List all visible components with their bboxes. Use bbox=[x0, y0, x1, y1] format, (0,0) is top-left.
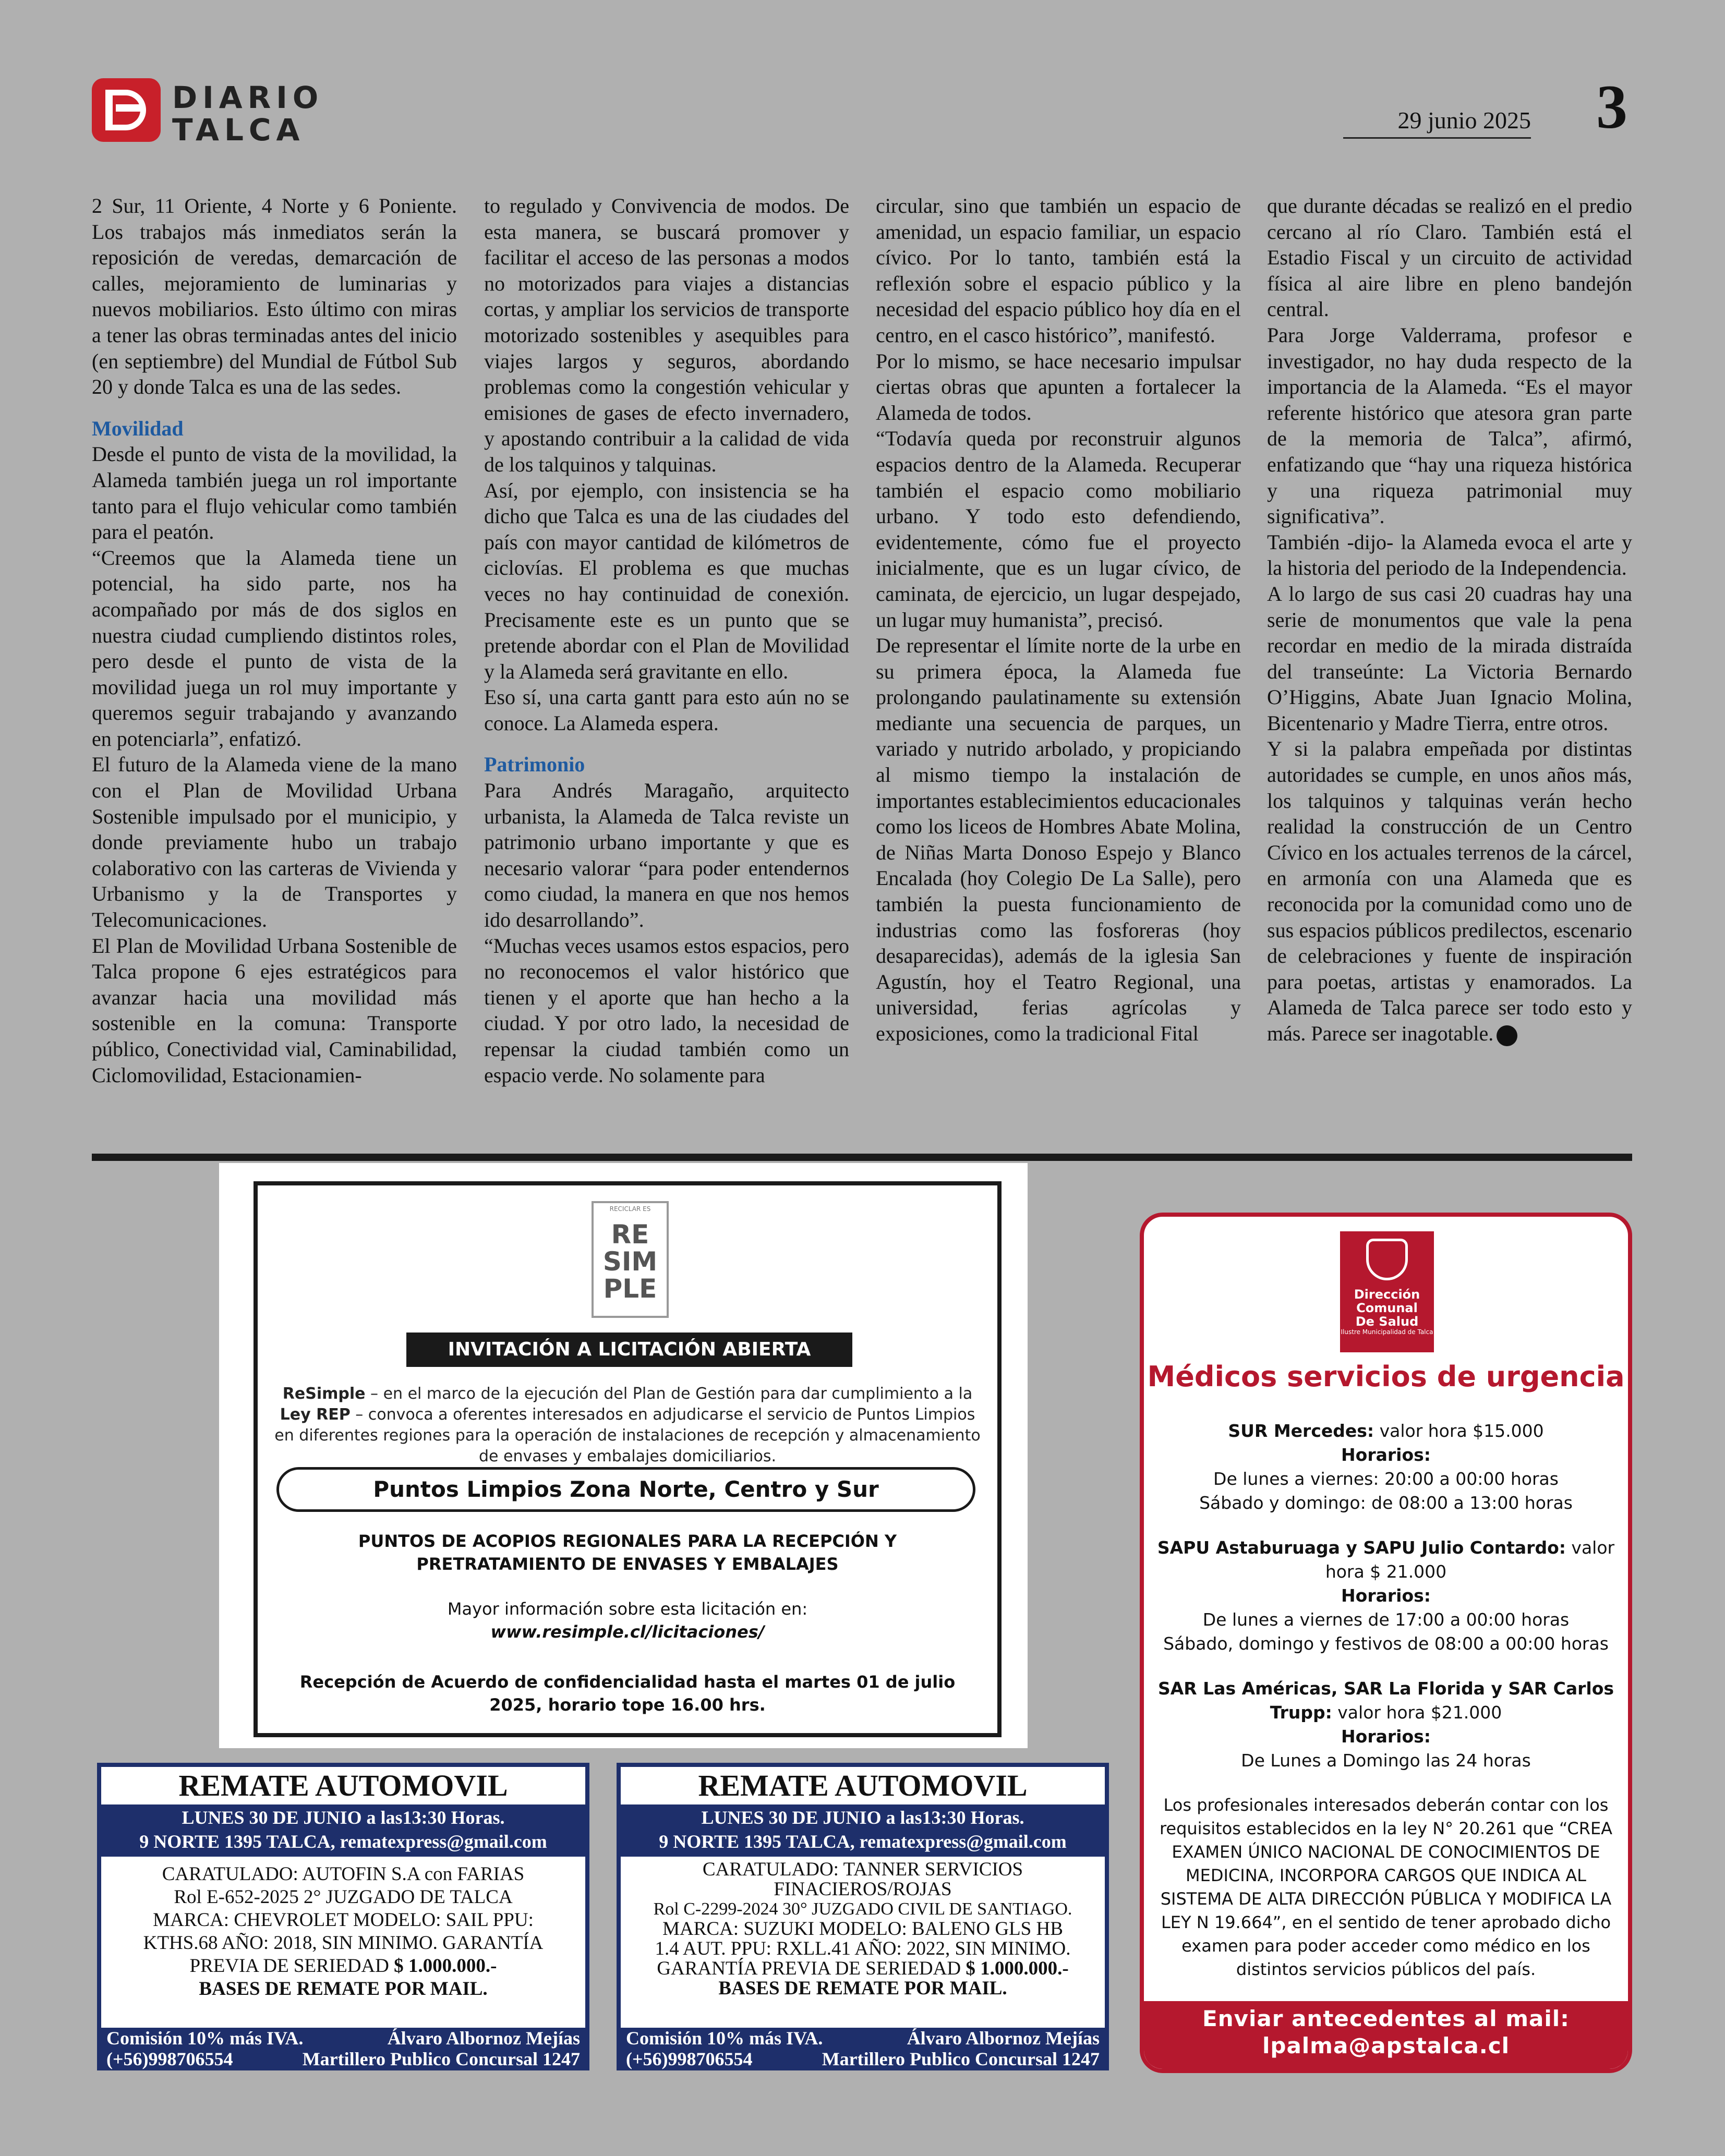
paragraph: Por lo mismo, se hace necesario impulsar ciertas obras que apunten a fortalecer la Alameda de todos. bbox=[876, 349, 1241, 425]
auction-details bbox=[621, 1857, 1105, 2028]
auctioneer-title: Martillero Publico Concursal 1247 bbox=[302, 2049, 580, 2069]
service-name: SUR Mercedes: bbox=[1228, 1421, 1374, 1441]
auction-footer bbox=[106, 2028, 580, 2069]
schedule-label: Horarios: bbox=[1341, 1445, 1431, 1465]
logo-line: De Salud bbox=[1355, 1314, 1419, 1329]
schedule-line: Sábado, domingo y festivos de 08:00 a 00:00 horas bbox=[1163, 1633, 1609, 1654]
auction-ad-1 bbox=[97, 1763, 589, 2070]
detail-line: KTHS.68 AÑO: 2018, SIN MINIMO. GARANTÍA bbox=[143, 1932, 544, 1954]
detail-line: MARCA: CHEVROLET MODELO: SAIL PPU: bbox=[153, 1909, 534, 1931]
reception-deadline: Recepción de Acuerdo de confidencialidad hasta el martes 01 de julio 2025, horario tope 16.00 hrs. bbox=[299, 1672, 956, 1715]
section-divider bbox=[92, 1154, 1632, 1161]
ad-title: Médicos servicios de urgencia bbox=[1147, 1360, 1625, 1393]
tender-subtitle: PUNTOS DE ACOPIOS REGIONALES PARA LA RECEPCIÓN Y PRETRATAMIENTO DE ENVASES Y EMBALAJES bbox=[358, 1531, 897, 1574]
logo-line: Dirección bbox=[1354, 1287, 1420, 1302]
page-number: 3 bbox=[1596, 72, 1627, 141]
logo-line: RE bbox=[611, 1219, 649, 1250]
logo-line: PLE bbox=[603, 1274, 657, 1304]
paragraph: to regulado y Convivencia de modos. De esta manera, se buscará promover y facilitar el acceso de las personas a modos no motorizados para viajes a distancias cortas, y ampliar los servicios de transporte motorizado sostenibles y asequibles para viajes largos y seguros, abordando problemas como la congestión vehicular y emisiones de gases de efecto invernadero, y apostando contribuir a la calidad de vida de los talquinos y talquinas. bbox=[484, 194, 849, 476]
closing-text: Y si la palabra empeñada por distintas autoridades se cumple, en unos años más, los talquinos y talquinas verán hecho realidad la construcción de un Centro Cívico en los actuales terrenos de la cárcel, en armonía con una Alameda que es reconocida por la comunidad como uno de sus espacios públicos predilectos, escenario de celebraciones y fuente de inspiración para poetas, artistas y enamorados. La Alameda de Talca parece ser todo esto y más. Parece ser inagotable. bbox=[1267, 737, 1632, 1045]
schedule-line: De Lunes a Domingo las 24 horas bbox=[1241, 1750, 1531, 1771]
guarantee-amount: $ 1.000.000.- bbox=[394, 1955, 497, 1977]
logo-tagline: RECICLAR ES bbox=[609, 1205, 651, 1213]
paragraph: El futuro de la Alameda viene de la mano con el Plan de Movilidad Urbana Sostenible impulsado por el municipio, y donde previamente hubo un trabajo colaborativo con las carteras de Vivienda y Urbanismo y la de Transportes y Telecomunicaciones. bbox=[92, 753, 457, 932]
article-column-2 bbox=[484, 193, 849, 1088]
schedule-line: Sábado y domingo: de 08:00 a 13:00 horas bbox=[1199, 1493, 1573, 1513]
contact-label: Enviar antecedentes al mail: bbox=[1202, 2006, 1570, 2031]
service-name: SAR Las Américas, SAR La Florida y SAR Carlos Trupp: bbox=[1157, 1678, 1614, 1723]
paragraph: circular, sino que también un espacio de amenidad, un espacio familiar, un espacio cívico. Por lo tanto, también está la reflexión sobre el espacio público y la necesidad del espacio público hoy día en el centro, en el casco histórico”, manifestó. bbox=[876, 194, 1241, 347]
zones-pill: Puntos Limpios Zona Norte, Centro y Sur bbox=[276, 1467, 975, 1512]
issue-date: 29 junio 2025 bbox=[1343, 106, 1531, 139]
detail-line bbox=[621, 1959, 1105, 1979]
masthead-logo-text bbox=[172, 81, 323, 146]
schedule-line: De lunes a viernes de 17:00 a 00:00 horas bbox=[1202, 1609, 1570, 1630]
paragraph: 2 Sur, 11 Oriente, 4 Norte y 6 Poniente. Los trabajos más inmediatos serán la reposición de veredas, demarcación de calles, mejoramiento de luminarias y nuevos mobiliarios. Esto último con miras a tener las obras terminadas antes del inicio (en septiembre) del Mundial de Fútbol Sub 20 y donde Talca es una de las sedes. bbox=[92, 194, 457, 399]
paragraph: Eso sí, una carta gantt para esto aún no se conoce. La Alameda espera. bbox=[484, 685, 849, 735]
law-name: Ley REP bbox=[280, 1406, 351, 1424]
guarantee-amount: $ 1.000.000.- bbox=[966, 1958, 1069, 1979]
service-block bbox=[1154, 1536, 1618, 1656]
paragraph: Así, por ejemplo, con insistencia se ha dicho que Talca es una de las ciudades del país con mayor cantidad de kilómetros de ciclovías. El problema es que muchas veces no hay continuidad de conexión. Precisamente este es un punto que se pretende abordar con el Plan de Movilidad y la Alameda será gravitante en ello. bbox=[484, 478, 849, 683]
detail-line: CARATULADO: AUTOFIN S.A con FARIAS bbox=[162, 1863, 525, 1885]
paragraph bbox=[1267, 736, 1632, 1046]
paragraph: De representar el límite norte de la urbe en su primera época, la Alameda fue prolongando paulatinamente su extensión mediante una secuencia de parques, un variado y nutrido arbolado, y propiciando al mismo tiempo la instalación de importantes establecimientos educacionales como los liceos de Hombres Abate Molina, de Niñas Marta Donoso Espejo y Blanco Encalada (hoy Colegio De La Salle), pero también la puesta funcionamiento de industrias como las fosforeras (hoy desaparecidas), además de la iglesia San Agustín, hoy el Teatro Regional, una universidad, ferias agrícolas y exposiciones, como la tradicional Fital bbox=[876, 634, 1241, 1045]
contact-email-link[interactable]: lpalma@apstalca.cl bbox=[1262, 2033, 1510, 2058]
detail-line: Rol C-2299-2024 30° JUZGADO CIVIL DE SANTIAGO. bbox=[653, 1899, 1072, 1919]
auction-date: LUNES 30 DE JUNIO a las13:30 Horas. bbox=[182, 1807, 505, 1828]
paragraph: que durante décadas se realizó en el predio cercano al río Claro. También está el Estadio Fiscal y un circuito de actividad física al aire libre en pleno bandejón central. bbox=[1267, 194, 1632, 321]
detail-line: 1.4 AUT. PPU: RXLL.41 AÑO: 2022, SIN MINIMO. bbox=[655, 1938, 1071, 1959]
paragraph: También -dijo- la Alameda evoca el arte y la historia del periodo de la Independencia. bbox=[1267, 530, 1632, 580]
auction-schedule bbox=[101, 1806, 585, 1856]
detail-line: Rol E-652-2025 2° JUZGADO DE TALCA bbox=[174, 1886, 513, 1908]
org-name: ReSimple bbox=[282, 1385, 366, 1403]
auction-schedule bbox=[621, 1806, 1105, 1856]
auction-address: 9 NORTE 1395 TALCA, rematexpress@gmail.com bbox=[139, 1831, 547, 1852]
guarantee-label: PREVIA DE SERIEDAD bbox=[189, 1955, 394, 1977]
logo-line: Comunal bbox=[1356, 1301, 1418, 1315]
schedule-label: Horarios: bbox=[1341, 1585, 1431, 1606]
paragraph: “Muchas veces usamos estos espacios, pero no reconocemos el valor histórico que tienen y el aporte que han hecho a la ciudad. Y por otro lado, la necesidad de repensar la ciudad también como un espacio verde. No solamente para bbox=[484, 934, 849, 1087]
article-column-4 bbox=[1267, 193, 1632, 1047]
commission: Comisión 10% más IVA. bbox=[626, 2028, 823, 2049]
service-block bbox=[1154, 1419, 1618, 1515]
detail-line bbox=[101, 1955, 585, 1978]
schedule-label: Horarios: bbox=[1341, 1726, 1431, 1747]
service-block bbox=[1154, 1677, 1618, 1773]
phone-number: (+56)998706554 bbox=[626, 2049, 753, 2069]
paragraph: “Creemos que la Alameda tiene un potencial, ha sido parte, nos ha acompañado por más de dos siglos en nuestra ciudad cumpliendo distintos roles, pero desde el punto de vista de la movilidad juega un rol muy importante y queremos seguir trabajando y avanzando en potenciarla”, enfatizó. bbox=[92, 546, 457, 750]
contact-footer bbox=[1144, 2001, 1628, 2069]
paragraph: A lo largo de sus casi 20 cuadras hay una serie de monumentos que vale la pena recordar en medio de la mirada distraída del transeúnte: La Victoria Bernardo O’Higgins, Abate Juan Ignacio Molina, Bicentenario y Madre Tierra, entre otros. bbox=[1267, 582, 1632, 735]
detail-line: MARCA: SUZUKI MODELO: BALENO GLS HB bbox=[662, 1918, 1063, 1940]
services-list bbox=[1154, 1419, 1618, 1981]
tender-banner: INVITACIÓN A LICITACIÓN ABIERTA bbox=[406, 1333, 852, 1367]
auctioneer-name: Álvaro Albornoz Mejías bbox=[387, 2028, 580, 2049]
hourly-rate: valor hora $21.000 bbox=[1332, 1702, 1502, 1723]
logo-line-2: TALCA bbox=[172, 112, 305, 148]
service-name: SAPU Astaburuaga y SAPU Julio Contardo: bbox=[1157, 1537, 1566, 1558]
logo-subtext: Ilustre Municipalidad de Talca bbox=[1341, 1328, 1433, 1336]
section-heading-movilidad: Movilidad bbox=[92, 416, 184, 440]
diario-talca-logo-icon bbox=[92, 78, 161, 142]
auction-address: 9 NORTE 1395 TALCA, rematexpress@gmail.com bbox=[659, 1831, 1067, 1852]
schedule-line: De lunes a viernes: 20:00 a 00:00 horas bbox=[1213, 1469, 1559, 1489]
detail-line: FINACIEROS/ROJAS bbox=[774, 1879, 952, 1900]
hourly-rate: valor hora $ 21.000 bbox=[1325, 1537, 1615, 1582]
resimple-logo-icon bbox=[592, 1201, 669, 1318]
auctioneer-name: Álvaro Albornoz Mejías bbox=[907, 2028, 1100, 2049]
article-column-1 bbox=[92, 193, 457, 1088]
auction-footer bbox=[626, 2028, 1100, 2069]
article-column-3 bbox=[876, 193, 1241, 1047]
hourly-rate: valor hora $15.000 bbox=[1374, 1421, 1544, 1441]
logo-line: SIM bbox=[602, 1246, 658, 1277]
detail-line: CARATULADO: TANNER SERVICIOS bbox=[702, 1859, 1023, 1880]
urgent-doctors-ad bbox=[1140, 1213, 1632, 2073]
phone-number: (+56)998706554 bbox=[106, 2049, 233, 2069]
health-directorate-logo bbox=[1340, 1231, 1434, 1352]
logo-line-1: DIARIO bbox=[172, 80, 324, 115]
auction-ad-2 bbox=[617, 1763, 1109, 2070]
end-of-article-icon bbox=[1497, 1025, 1517, 1046]
municipal-crest-icon bbox=[1366, 1239, 1408, 1280]
paragraph: El Plan de Movilidad Urbana Sostenible de Talca propone 6 ejes estratégicos para avanzar hacia una movilidad más sostenible en la comuna: Transporte público, Conectividad vial, Caminabilidad, Ciclomovilidad, Estacionamien- bbox=[92, 934, 457, 1087]
ad-frame bbox=[254, 1181, 1002, 1737]
detail-line: BASES DE REMATE POR MAIL. bbox=[199, 1978, 488, 2000]
description-text: – en el marco de la ejecución del Plan de Gestión para dar cumplimiento a la bbox=[365, 1385, 973, 1403]
guarantee-label: GARANTÍA PREVIA DE SERIEDAD bbox=[657, 1958, 966, 1979]
resimple-tender-ad bbox=[219, 1163, 1028, 1748]
auctioneer-title: Martillero Publico Concursal 1247 bbox=[822, 2049, 1100, 2069]
tender-url-link[interactable]: www.resimple.cl/licitaciones/ bbox=[490, 1622, 765, 1642]
info-block bbox=[279, 1597, 976, 1643]
paragraph: Para Andrés Maragaño, arquitecto urbanista, la Alameda de Talca reviste un patrimonio urbano importante y que es necesario valorar “para poder entendernos como ciudad, la manera en que nos hemos ido desarrollando”. bbox=[484, 779, 849, 932]
paragraph: “Todavía queda por reconstruir algunos espacios dentro de la Alameda. Recuperar también el espacio como mobiliario urbano. Y todo esto defendiendo, evidentemente, cómo fue el proyecto inicialmente, que es un lugar cívico, de caminata, de ejercicio, un lugar despejado, un lugar muy humanista”, precisó. bbox=[876, 427, 1241, 632]
requirements-text: Los profesionales interesados deberán contar con los requisitos establecidos en la ley N° 20.261 que “CREA EXAMEN ÚNICO NACIONAL DE CONOCIMIENTOS DE MEDICINA, INCORPORA CARGOS QUE INDICA AL SISTEMA DE ALTA DIRECCIÓN PÚBLICA Y MODIFICA LA LEY N 19.664”, en el sentido de tener aprobado dicho examen para poder acceder como médico en los distintos servicios públicos del país. bbox=[1159, 1795, 1613, 1979]
auction-title: REMATE AUTOMOVIL bbox=[101, 1767, 585, 1804]
commission: Comisión 10% más IVA. bbox=[106, 2028, 304, 2049]
auction-date: LUNES 30 DE JUNIO a las13:30 Horas. bbox=[701, 1807, 1024, 1828]
info-text: Mayor información sobre esta licitación en: bbox=[447, 1599, 808, 1619]
paragraph: Para Jorge Valderrama, profesor e investigador, no hay duda respecto de la importancia de la Alameda. “Es el mayor referente histórico que atesora gran parte de la memoria de Talca”, afirmó, enfatizando que “hay una riqueza histórica y una riqueza patrimonial muy significativa”. bbox=[1267, 323, 1632, 528]
auction-details bbox=[101, 1857, 585, 2028]
description-text: – convoca a oferentes interesados en adjudicarse el servicio de Puntos Limpios en diferentes regiones para la operación de instalaciones de recepción y almacenamiento de envases y embalajes domiciliarios. bbox=[274, 1406, 981, 1465]
paragraph: Desde el punto de vista de la movilidad, la Alameda también juega un rol importante tanto para el flujo vehicular como también para el peatón. bbox=[92, 442, 457, 544]
section-heading-patrimonio: Patrimonio bbox=[484, 753, 585, 777]
auction-title: REMATE AUTOMOVIL bbox=[621, 1767, 1105, 1804]
tender-description bbox=[268, 1384, 987, 1467]
detail-line: BASES DE REMATE POR MAIL. bbox=[718, 1978, 1007, 1999]
